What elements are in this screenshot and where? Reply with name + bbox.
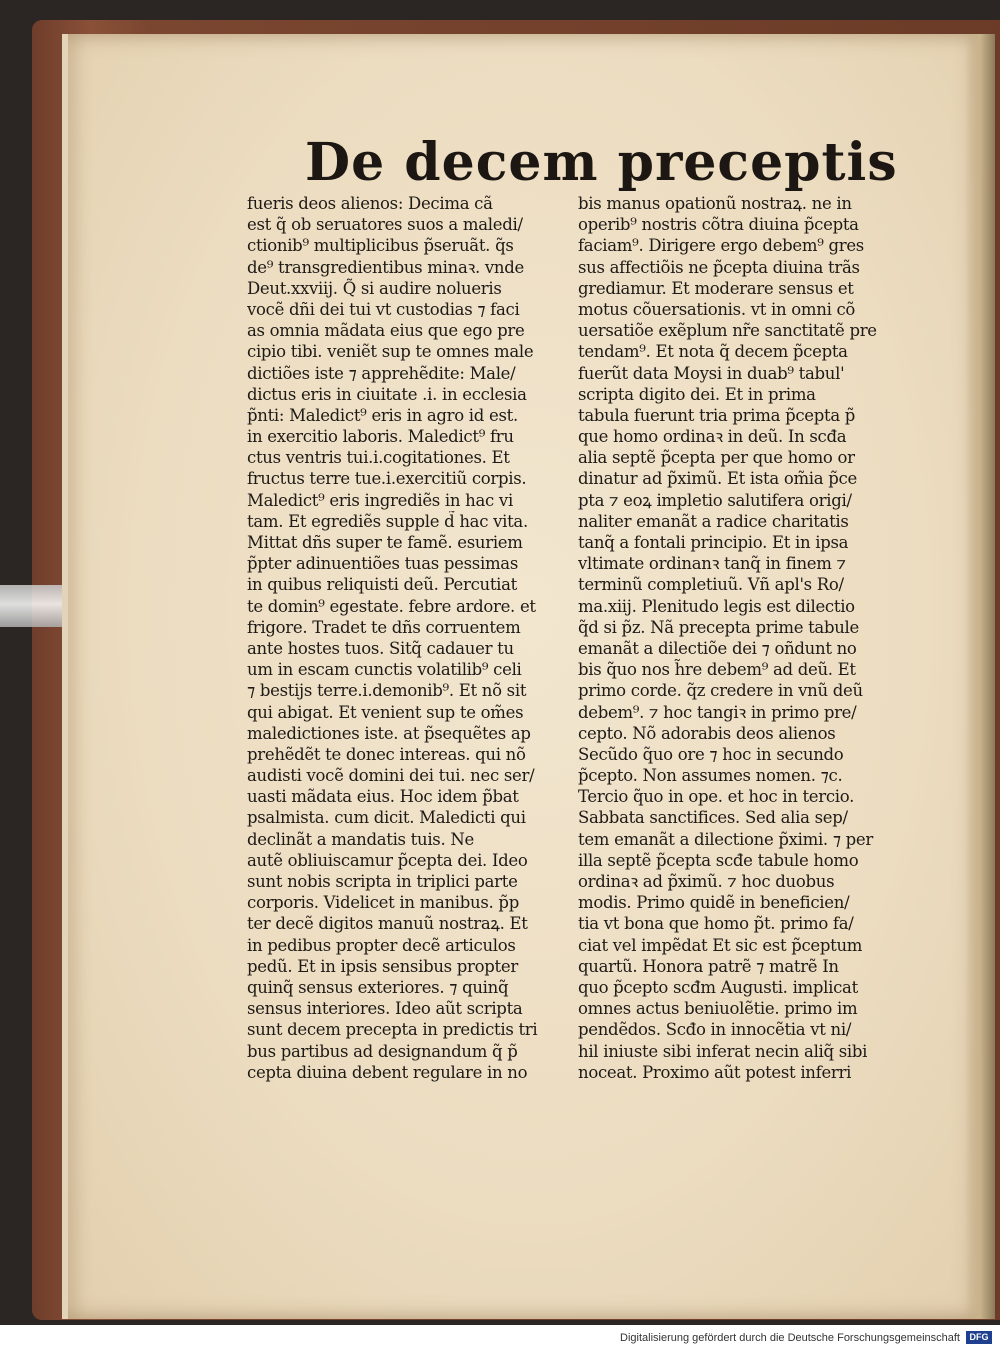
text-line: quartũ. Honora patrẽ ⁊ matrẽ In [578, 956, 839, 976]
text-line: pta ⁊ eoꝝ impletio salutifera origi/ [578, 490, 852, 510]
text-line: um in escam cunctis volatilib⁹ celi [247, 660, 522, 680]
text-line: tanq̃ a fontali principio. Et in ipsa [578, 533, 849, 552]
text-line: vocẽ dñi dei tui vt custodias ⁊ faci [247, 299, 520, 319]
text-line: q̃d si p̃z. Nã precepta prime tabule [578, 617, 859, 637]
text-line: bis manus opationũ nostraꝝ. ne in [578, 194, 852, 213]
text-line: autẽ obliuiscamur p̃cepta dei. Ideo [247, 850, 528, 870]
text-line: Deut.xxviij. Q̃ si audire nolueris [247, 278, 502, 298]
text-line: ter decẽ digitos manuũ nostraꝝ. Et [247, 914, 528, 934]
text-line: ante hostes tuos. Sitq̃ cadauer tu [247, 638, 514, 658]
text-line: sensus interiores. Ideo aũt scripta [247, 999, 523, 1019]
text-line: alia septẽ p̃cepta per que homo or [578, 448, 855, 468]
text-line: quinq̃ sensus exteriores. ⁊ quinq̃ [247, 977, 509, 997]
text-line: sunt nobis scripta in triplici parte [247, 872, 518, 891]
text-line: fueris deos alienos: Decima cã [247, 194, 493, 213]
text-line: uasti mãdata eius. Hoc idem p̃bat [247, 787, 519, 807]
text-line: Mittat dñs super te famẽ. esuriem [247, 533, 523, 552]
text-line: in exercitio laboris. Maledict⁹ fru [247, 427, 514, 447]
text-line: bis q̃uo nos h̃re debem⁹ ad deũ. Et [578, 660, 856, 680]
text-line: in pedibus propter decẽ articulos [247, 935, 516, 955]
text-line: qui abigat. Et venient sup te om̃es [247, 702, 524, 722]
text-line: ⁊ bestijs terre.i.demonib⁹. Et nõ sit [247, 681, 527, 701]
text-line: de⁹ transgredientibus minaꝛ. vnde [247, 257, 524, 277]
text-line: motus cõuersationis. vt in omni cõ [578, 299, 856, 319]
text-line: declinãt a mandatis tuis. Ne [247, 829, 474, 849]
text-line: dinatur ad p̃ximũ. Et ista om̃ia p̃ce [578, 469, 857, 489]
text-line: Secũdo q̃uo ore ⁊ hoc in secundo [578, 744, 844, 764]
text-line: frigore. Tradet te dñs corruentem [247, 617, 521, 637]
text-line: te domin⁹ egestate. febre ardore. et [247, 596, 536, 616]
text-line: fructus terre tue.i.exercitiũ corpis. [247, 469, 527, 489]
text-column-left [247, 193, 577, 1083]
text-line: ordinaꝛ ad p̃ximũ. ⁊ hoc duobus [578, 872, 835, 891]
text-line: omnes actus beniuolẽtie. primo im [578, 999, 858, 1019]
text-line: ma.xiij. Plenitudo legis est dilectio [578, 596, 855, 616]
text-line: dictiões iste ⁊ apprehẽdite: Male/ [247, 363, 516, 383]
text-line: terminũ completiuũ. Vñ apl's Ro/ [578, 575, 844, 595]
text-line: illa septẽ p̃cepta scđe tabule homo [578, 850, 859, 870]
text-line: cepto. Nõ adorabis deos alienos [578, 723, 836, 743]
text-line: cepta diuina debent regulare in no [247, 1062, 528, 1082]
text-line: primo corde. q̃z credere in vnũ deũ [578, 681, 863, 701]
text-line: uersatiõe exẽplum nr̃e sanctitatẽ pre [578, 321, 877, 341]
text-line: sus affectiõis ne p̃cepta diuina trãs [578, 257, 860, 277]
text-line: p̃cepto. Non assumes nomen. ⁊c. [578, 766, 843, 786]
text-line: tia vt bona que homo p̃t. primo fa/ [578, 914, 854, 934]
text-line: est q̃ ob seruatores suos a maledi/ [247, 215, 523, 235]
text-line: cipio tibi. veniẽt sup te omnes male [247, 342, 534, 362]
text-line: maledictiones iste. at p̃sequẽtes ap [247, 723, 531, 743]
text-line: modis. Primo quidẽ in beneficien/ [578, 893, 850, 913]
text-line: naliter emanãt a radice charitatis [578, 511, 849, 531]
text-line: p̃nti: Maledict⁹ eris in agro id est. [247, 405, 518, 425]
text-line: bus partibus ad designandum q̃ p̃ [247, 1041, 518, 1061]
text-line: scripta digito dei. Et in prima [578, 384, 816, 404]
text-line: tam. Et egrediẽs supple d̃ hac vita. [247, 511, 528, 531]
text-line: psalmista. cum dicit. Maledicti qui [247, 808, 526, 828]
text-line: dictus eris in ciuitate .i. in ecclesia [247, 384, 527, 404]
text-line: ciat vel impẽdat Et sic est p̃ceptum [578, 935, 863, 955]
text-line: fuerũt data Moysi in duab⁹ tabul' [578, 363, 845, 383]
text-line: Tercio q̃uo in ope. et hoc in tercio. [578, 787, 855, 807]
text-line: in quibus reliquisti deũ. Percutiat [247, 575, 518, 595]
text-line: ctus ventris tui.i.cogitationes. Et [247, 448, 510, 468]
text-line: ctionib⁹ multiplicibus p̃seruãt. q̃s [247, 236, 514, 256]
text-line: hil iniuste sibi inferat necin aliq̃ sibi [578, 1041, 868, 1061]
text-line: noceat. Proximo aũt potest inferri [578, 1062, 852, 1082]
text-line: sunt decem precepta in predictis tri [247, 1020, 538, 1040]
text-line: grediamur. Et moderare sensus et [578, 278, 854, 298]
text-line: corporis. Videlicet in manibus. p̃p [247, 893, 519, 913]
text-line: Sabbata sanctifices. Sed alia sep/ [578, 808, 848, 828]
text-line: debem⁹. ⁊ hoc tangiꝛ in primo pre/ [578, 702, 857, 722]
page-heading: De decem preceptis [305, 132, 898, 193]
funding-credit: Digitalisierung gefördert durch die Deutsche Forschungsgemeinschaft [620, 1332, 960, 1344]
text-line: Maledict⁹ eris ingrediẽs in hac vi [247, 490, 513, 510]
text-line: faciam⁹. Dirigere ergo debem⁹ gres [578, 236, 864, 256]
text-line: as omnia mãdata eius que ego pre [247, 321, 525, 341]
text-line: audisti vocẽ domini dei tui. nec ser/ [247, 766, 535, 786]
text-column-right [578, 193, 908, 1083]
text-line: operib⁹ nostris cõtra diuina p̃cepta [578, 215, 859, 235]
footer-bar [0, 1325, 1000, 1350]
text-line: pedũ. Et in ipsis sensibus propter [247, 956, 518, 976]
text-line: prehẽdẽt te donec intereas. qui nõ [247, 744, 526, 764]
dfg-logo: DFG [966, 1331, 992, 1344]
text-line: tabula fuerunt tria prima p̃cepta p̃ [578, 405, 856, 425]
text-line: quo p̃cepto scđm Augusti. implicat [578, 977, 858, 997]
text-line: emanãt a dilectiõe dei ⁊ oñdunt no [578, 638, 857, 658]
page-gutter-edge [965, 34, 995, 1319]
text-line: pendẽdos. Scđo in innocẽtia vt ni/ [578, 1020, 852, 1040]
text-line: que homo ordinaꝛ in deũ. In scđa [578, 427, 847, 447]
text-line: vltimate ordinanꝛ tanq̃ in finem ⁊ [578, 554, 846, 574]
text-line: tem emanãt a dilectione p̃ximi. ⁊ per [578, 829, 873, 849]
text-line: p̃pter adinuentiões tuas pessimas [247, 554, 518, 574]
text-line: tendam⁹. Et nota q̃ decem p̃cepta [578, 342, 848, 362]
